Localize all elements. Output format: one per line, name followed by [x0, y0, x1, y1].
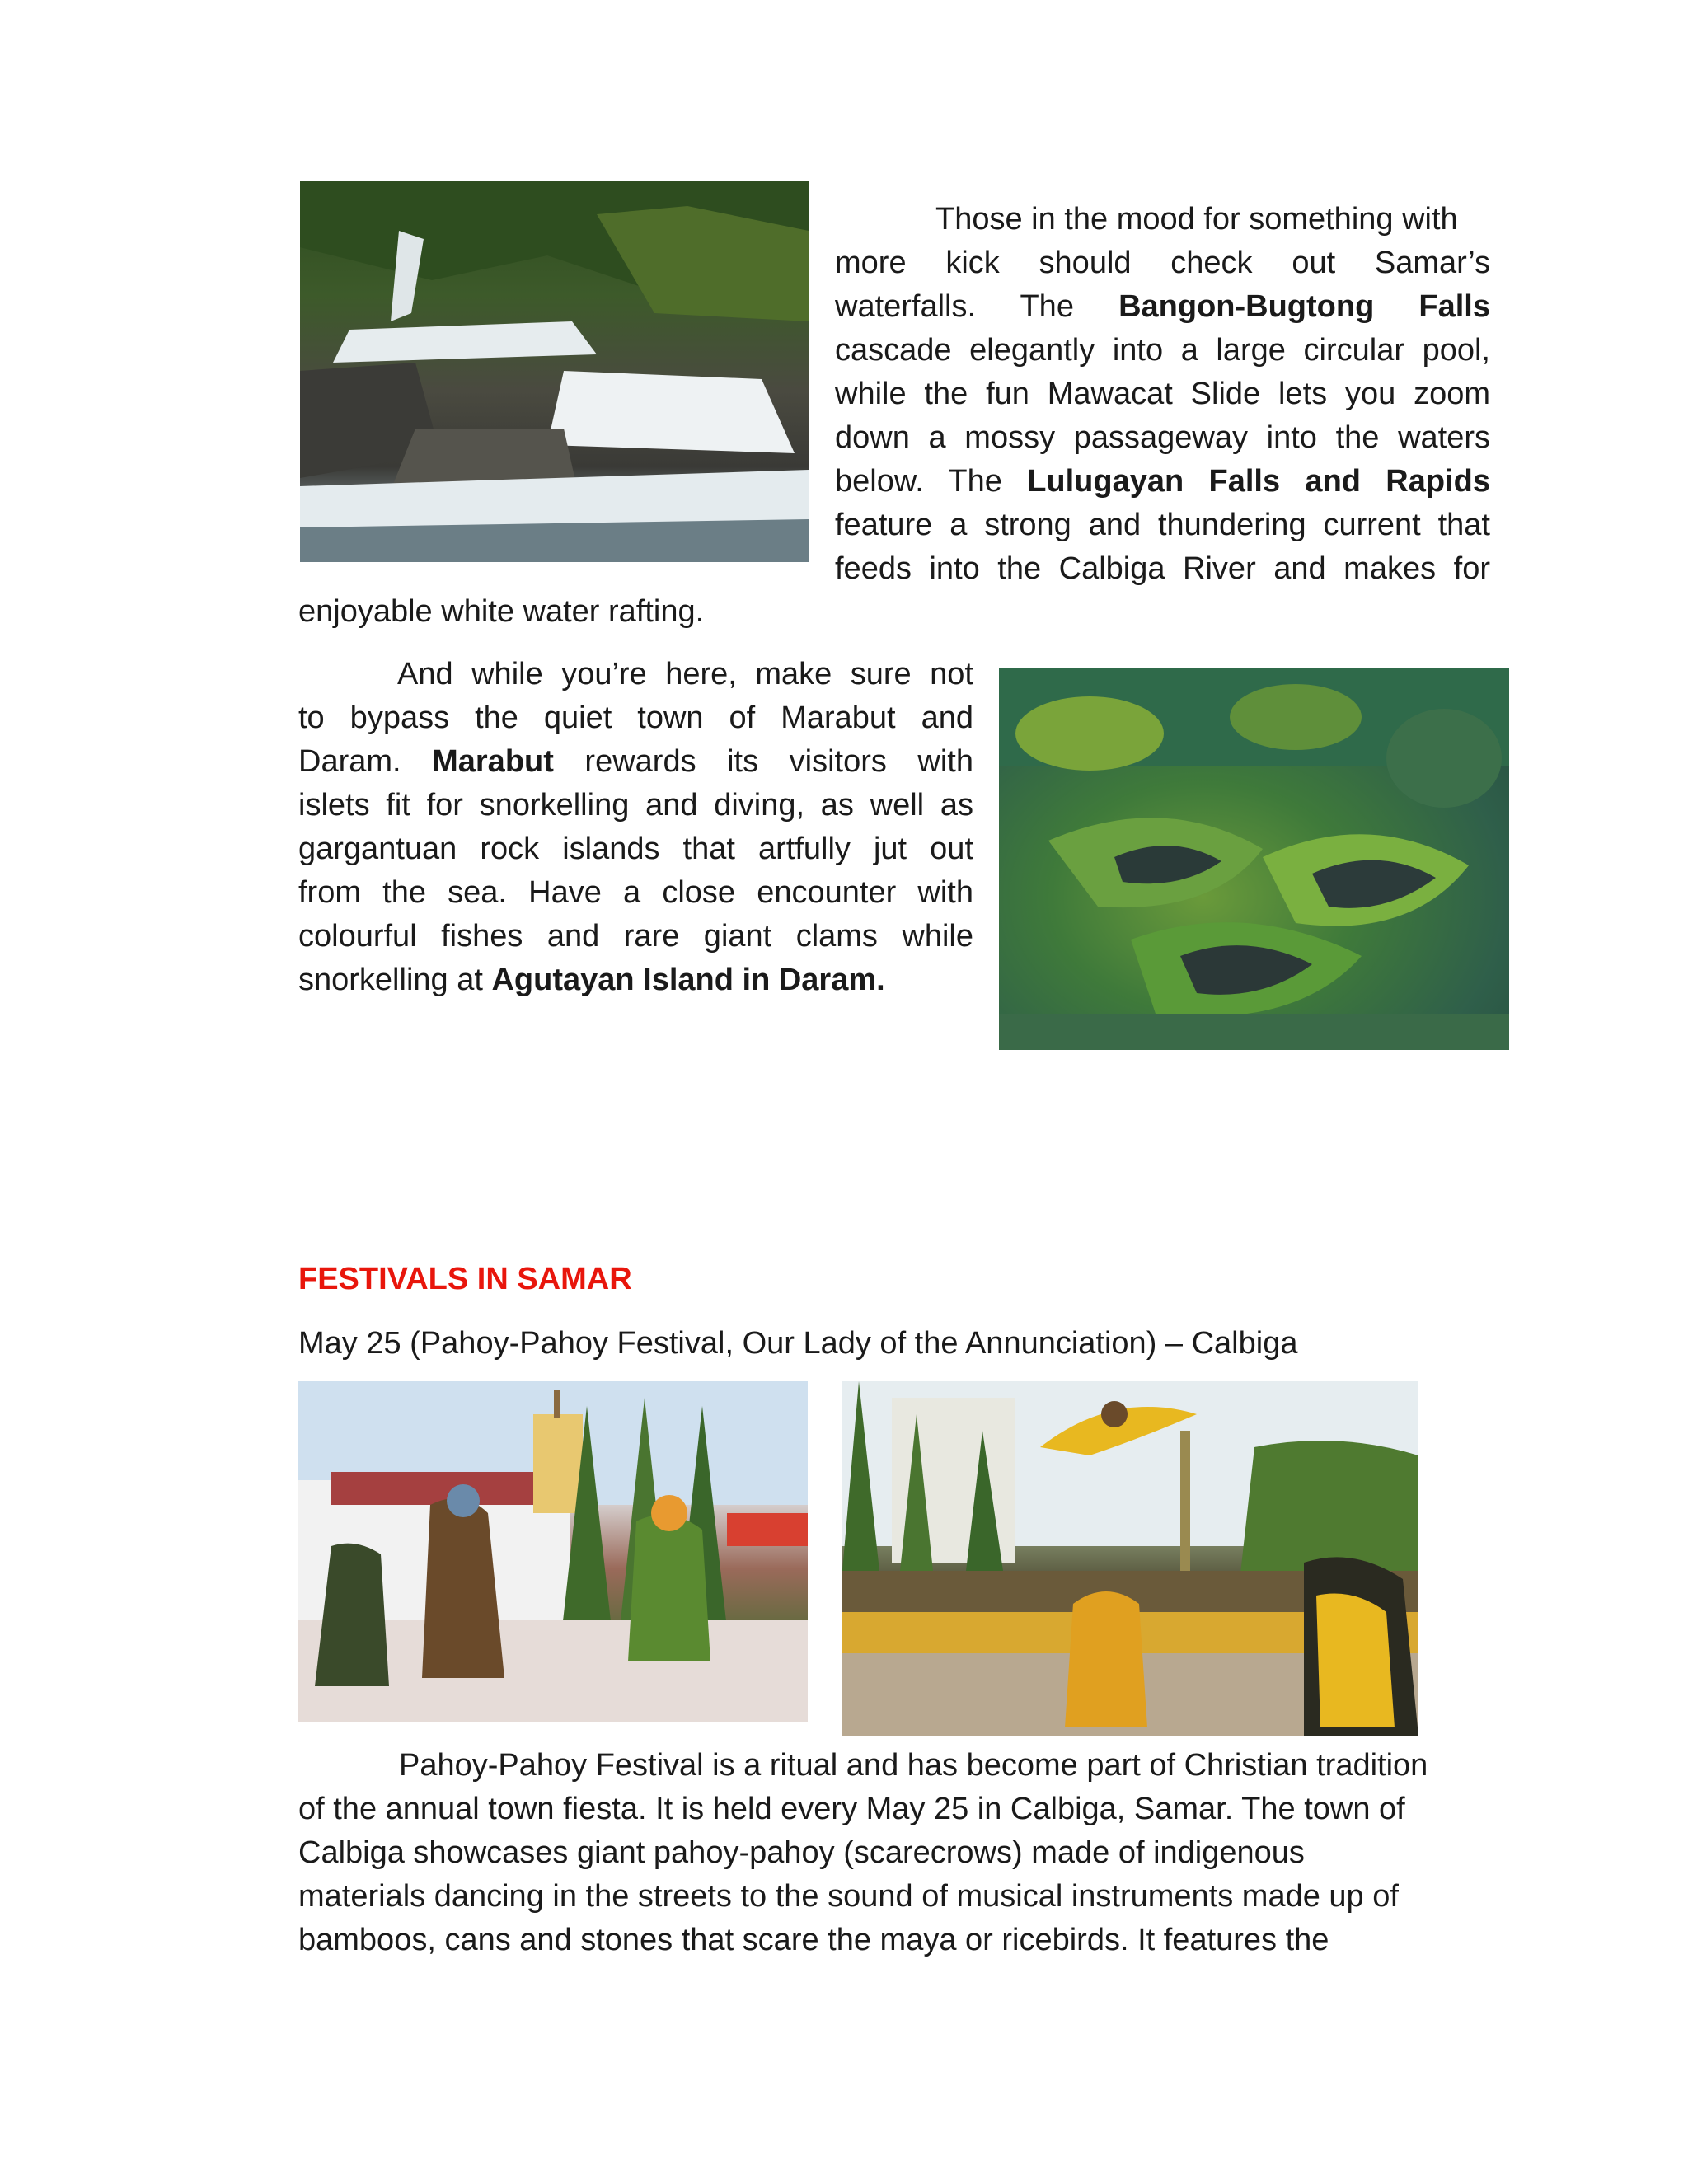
text-run: below. The — [835, 464, 1028, 499]
text-line: And while you’re here, make sure not — [397, 657, 973, 691]
marabut-paragraph — [298, 653, 973, 1002]
text-line: feature a strong and thundering current that — [835, 508, 1490, 542]
text-line: to bypass the quiet town of Marabut and — [298, 701, 973, 735]
waterfalls-paragraph-end — [298, 590, 1040, 634]
church-festival-photo — [298, 1381, 808, 1722]
text-line: more kick should check out Samar’s — [835, 246, 1490, 280]
text-line — [298, 740, 973, 784]
text-line: colourful fishes and rare giant clams while — [298, 919, 973, 954]
dancers-festival-photo — [842, 1381, 1418, 1736]
marabut-label: Marabut — [432, 744, 554, 779]
text-line: down a mossy passageway into the waters — [835, 420, 1490, 455]
festivals-heading: FESTIVALS IN SAMAR — [298, 1262, 632, 1296]
bangon-bugtong-falls-label: Bangon-Bugtong Falls — [1118, 289, 1490, 324]
lulugayan-falls-label: Lulugayan Falls and Rapids — [1027, 464, 1491, 499]
pahoy-pahoy-paragraph — [298, 1744, 1502, 1962]
text-line: enjoyable white water rafting. — [298, 594, 705, 629]
text-line: Calbiga showcases giant pahoy-pahoy (scarecrows) made of indigenous — [298, 1835, 1305, 1870]
text-line: Pahoy-Pahoy Festival is a ritual and has become part of Christian tradition — [399, 1748, 1428, 1783]
text-line: gargantuan rock islands that artfully jut out — [298, 832, 973, 866]
text-line: bamboos, cans and stones that scare the maya or ricebirds. It features the — [298, 1923, 1329, 1957]
waterfall-photo — [300, 181, 809, 562]
text-run: Daram. — [298, 744, 433, 779]
agutayan-island-label: Agutayan Island in Daram. — [491, 963, 885, 997]
text-line: from the sea. Have a close encounter with — [298, 875, 973, 910]
festival-date-line: May 25 (Pahoy-Pahoy Festival, Our Lady of the Annunciation) – Calbiga — [298, 1326, 1298, 1361]
text-run: snorkelling at — [298, 963, 492, 997]
text-run: waterfalls. The — [835, 289, 1119, 324]
text-line: Those in the mood for something with — [935, 202, 1458, 237]
text-run: rewards its visitors with — [553, 744, 973, 779]
text-line: islets fit for snorkelling and diving, as well as — [298, 788, 973, 823]
text-line — [835, 460, 1490, 504]
giant-clams-photo — [999, 668, 1509, 1050]
text-line: of the annual town fiesta. It is held every May 25 in Calbiga, Samar. The town of — [298, 1792, 1405, 1826]
text-line — [298, 958, 973, 1002]
text-line: cascade elegantly into a large circular pool, — [835, 333, 1490, 368]
text-line — [835, 285, 1490, 329]
text-line: materials dancing in the streets to the sound of musical instruments made up of — [298, 1879, 1399, 1914]
text-line: while the fun Mawacat Slide lets you zoom — [835, 377, 1490, 411]
text-line: feeds into the Calbiga River and makes for — [835, 551, 1490, 586]
waterfalls-paragraph — [835, 198, 1490, 591]
